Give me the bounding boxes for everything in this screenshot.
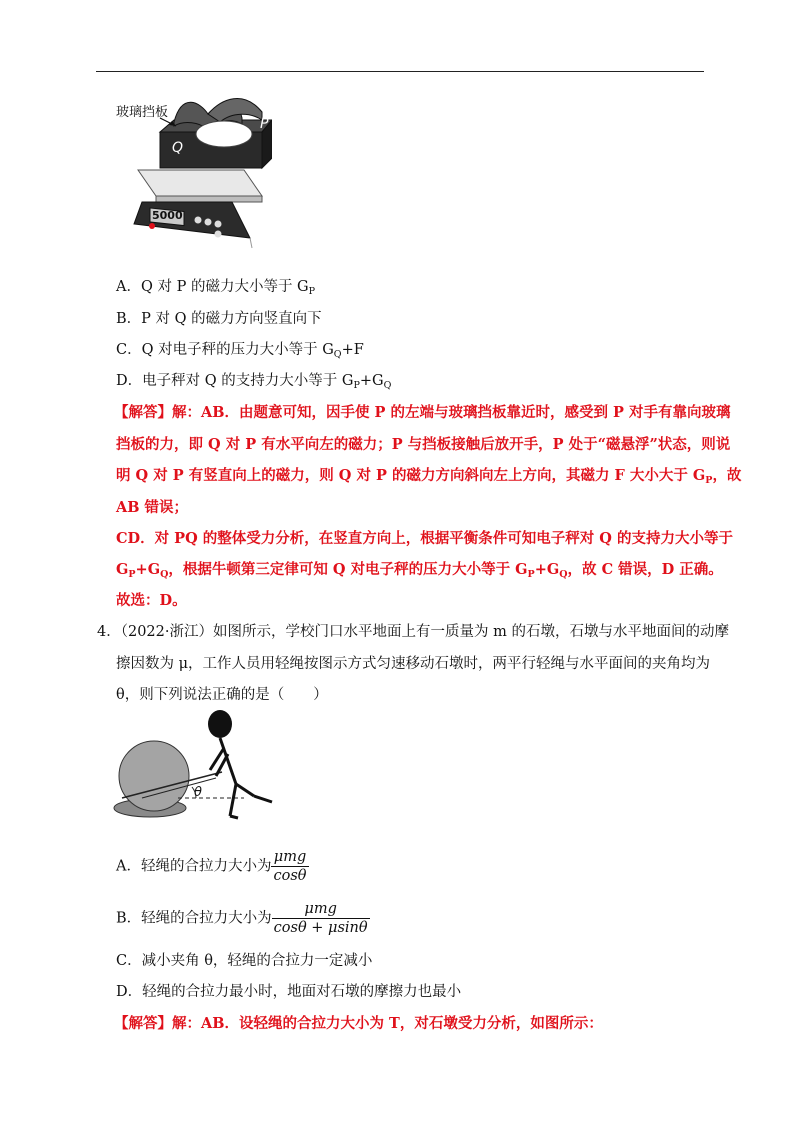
- q4-answer-line-1: 【解答】解：AB．设轻绳的合拉力大小为 T，对石墩受力分析，如图所示：: [114, 1015, 603, 1032]
- answer-line-6: $G_P+G_Q$，根据牛顿第三定律可知 Q 对电子秤的压力大小等于 $G_P+G_Q$，故 C 错误，D 正确。: [116, 561, 723, 580]
- fraction-b: $\frac{\text{μmg}}{\cos\theta + \mu\sin\theta}$: [273, 901, 368, 936]
- q4-option-b: B．轻绳的合拉力大小为 $\frac{\text{μmg}}{\cos\theta + \mu\sin\theta}$: [116, 901, 368, 936]
- answer-line-1: 【解答】解：AB．由题意可知，因手使 P 的左端与玻璃挡板靠近时，感受到 P 对手有靠向玻璃: [114, 404, 731, 421]
- option-d: D．电子秤对 Q 的支持力大小等于 $G_P+G_Q$: [116, 373, 392, 391]
- label-p: P: [260, 116, 269, 132]
- q4-line-1: 4．（2022·浙江）如图所示，学校门口水平地面上有一质量为 m 的石墩，石墩与水平地面间的动摩: [97, 624, 729, 640]
- option-c: C．Q 对电子秤的压力大小等于 $G_Q+F$: [116, 342, 364, 360]
- header-rule: [96, 71, 704, 72]
- q4-option-a: A．轻绳的合拉力大小为 $\frac{\text{μmg}}{\cos\theta}$: [116, 849, 307, 884]
- q4-option-c: C．减小夹角 θ，轻绳的合拉力一定减小: [116, 953, 373, 969]
- figure-stone-pulling: [112, 706, 292, 822]
- answer-line-5: CD．对 PQ 的整体受力分析，在竖直方向上，根据平衡条件可知电子秤对 Q 的支持力大小等于: [116, 530, 733, 547]
- answer-line-2: 挡板的力，即 Q 对 P 有水平向左的磁力；P 与挡板接触后放开手，P 处于“磁悬浮”状态，则说: [116, 436, 731, 453]
- fraction-a: $\frac{\text{μmg}}{\cos\theta}$: [273, 849, 307, 884]
- q4-line-3: θ，则下列说法正确的是（ ）: [116, 687, 328, 703]
- scale-display: 5000: [152, 209, 183, 222]
- label-q: Q: [172, 140, 184, 156]
- option-b: B．P 对 Q 的磁力方向竖直向下: [116, 311, 322, 327]
- label-glass-baffle: 玻璃挡板: [116, 105, 169, 120]
- answer-line-7: 故选：D。: [116, 592, 187, 609]
- answer-line-3: 明 Q 对 P 有竖直向上的磁力，则 Q 对 P 的磁力方向斜向左上方向，其磁力 F 大小大于 $G_P$，故: [116, 467, 742, 486]
- theta-label: θ: [194, 785, 202, 800]
- option-a: A．Q 对 P 的磁力大小等于 $G_P$: [116, 279, 316, 297]
- q4-line-2: 擦因数为 μ，工作人员用轻绳按图示方式匀速移动石墩时，两平行轻绳与水平面间的夹角均为: [116, 656, 711, 672]
- q4-option-d: D．轻绳的合拉力最小时，地面对石墩的摩擦力也最小: [116, 984, 462, 1000]
- answer-line-4: AB 错误；: [116, 499, 189, 516]
- figure-scale-magnets: [112, 92, 272, 252]
